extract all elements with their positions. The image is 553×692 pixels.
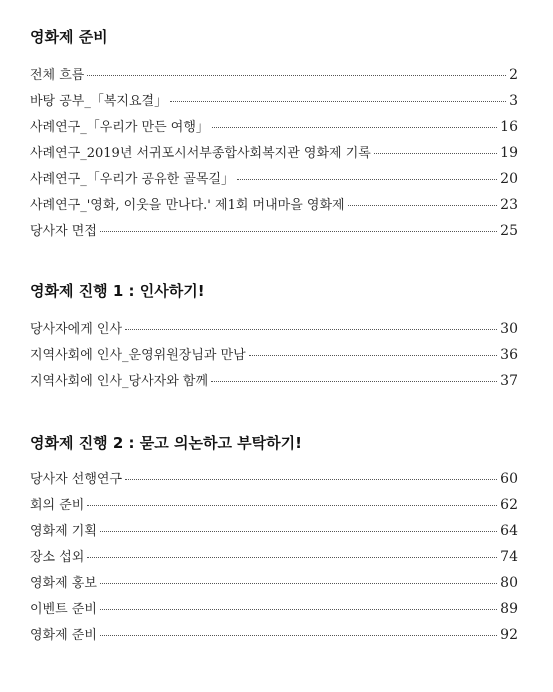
dot-leader	[211, 381, 497, 382]
toc-entry-label: 장소 섭외	[30, 550, 85, 565]
dot-leader	[87, 505, 497, 506]
dot-leader	[87, 557, 497, 558]
toc-entry[interactable]	[30, 142, 518, 168]
toc-entry[interactable]	[30, 494, 518, 520]
toc-page-number: 20	[500, 171, 518, 187]
dot-leader	[125, 329, 497, 330]
dot-leader	[170, 101, 506, 102]
toc-page-number: 92	[500, 627, 518, 643]
toc-entry-label: 당사자에게 인사	[30, 322, 123, 337]
dot-leader	[100, 531, 497, 532]
toc-entry-label: 당사자 면접	[30, 224, 97, 239]
section-title: 영화제 진행 2 : 묻고 의논하고 부탁하기!	[30, 434, 302, 452]
toc-page-number: 25	[500, 223, 518, 239]
toc-entry-label: 바탕 공부_「복지요결」	[30, 94, 168, 109]
toc-entry-label: 사례연구_2019년 서귀포시서부종합사회복지관 영화제 기록	[30, 146, 371, 161]
toc-page-number: 89	[500, 601, 518, 617]
toc-entry[interactable]	[30, 520, 518, 546]
toc-entry[interactable]	[30, 64, 518, 90]
toc-entry[interactable]	[30, 370, 518, 396]
toc-list	[30, 468, 518, 650]
dot-leader	[237, 179, 497, 180]
toc-entry-label: 사례연구_「우리가 공유한 골목길」	[30, 172, 235, 187]
toc-page-number: 36	[500, 347, 518, 363]
toc-list	[30, 64, 518, 246]
toc-page-number: 62	[500, 497, 518, 513]
toc-entry-label: 지역사회에 인사_당사자와 함께	[30, 374, 209, 389]
dot-leader	[249, 355, 497, 356]
dot-leader	[100, 231, 497, 232]
toc-entry-label: 영화제 기획	[30, 524, 97, 539]
toc-page-number: 30	[500, 321, 518, 337]
toc-page-number: 3	[509, 93, 518, 109]
dot-leader	[100, 609, 497, 610]
dot-leader	[100, 635, 497, 636]
toc-page-number: 64	[500, 523, 518, 539]
toc-entry[interactable]	[30, 90, 518, 116]
toc-entry-label: 이벤트 준비	[30, 602, 97, 617]
toc-entry[interactable]	[30, 468, 518, 494]
toc-page-number: 23	[500, 197, 518, 213]
toc-page-number: 74	[500, 549, 518, 565]
toc-page-number: 2	[509, 67, 518, 83]
toc-entry[interactable]	[30, 546, 518, 572]
dot-leader	[100, 583, 497, 584]
toc-entry[interactable]	[30, 168, 518, 194]
toc-entry[interactable]	[30, 572, 518, 598]
dot-leader	[348, 205, 498, 206]
toc-entry[interactable]	[30, 598, 518, 624]
toc-entry-label: 영화제 홍보	[30, 576, 97, 591]
toc-page-number: 60	[500, 471, 518, 487]
toc-entry-label: 회의 준비	[30, 498, 85, 513]
toc-entry[interactable]	[30, 344, 518, 370]
toc-entry-label: 전체 흐름	[30, 68, 85, 83]
section-title: 영화제 준비	[30, 28, 108, 46]
toc-entry[interactable]	[30, 194, 518, 220]
toc-page-number: 37	[500, 373, 518, 389]
toc-entry-label: 지역사회에 인사_운영위원장님과 만남	[30, 348, 246, 363]
toc-entry[interactable]	[30, 318, 518, 344]
toc-page-number: 80	[500, 575, 518, 591]
dot-leader	[87, 75, 506, 76]
toc-entry-label: 사례연구_'영화, 이웃을 만나다.' 제1회 머내마을 영화제	[30, 198, 345, 213]
toc-entry-label: 당사자 선행연구	[30, 472, 123, 487]
dot-leader	[125, 479, 497, 480]
toc-entry[interactable]	[30, 116, 518, 142]
toc-list	[30, 318, 518, 396]
toc-page-number: 16	[500, 119, 518, 135]
toc-entry-label: 사례연구_「우리가 만든 여행」	[30, 120, 209, 135]
dot-leader	[374, 153, 497, 154]
section-title: 영화제 진행 1 : 인사하기!	[30, 282, 205, 300]
toc-entry[interactable]	[30, 624, 518, 650]
dot-leader	[212, 127, 497, 128]
toc-entry-label: 영화제 준비	[30, 628, 97, 643]
toc-page-number: 19	[500, 145, 518, 161]
toc-entry[interactable]	[30, 220, 518, 246]
